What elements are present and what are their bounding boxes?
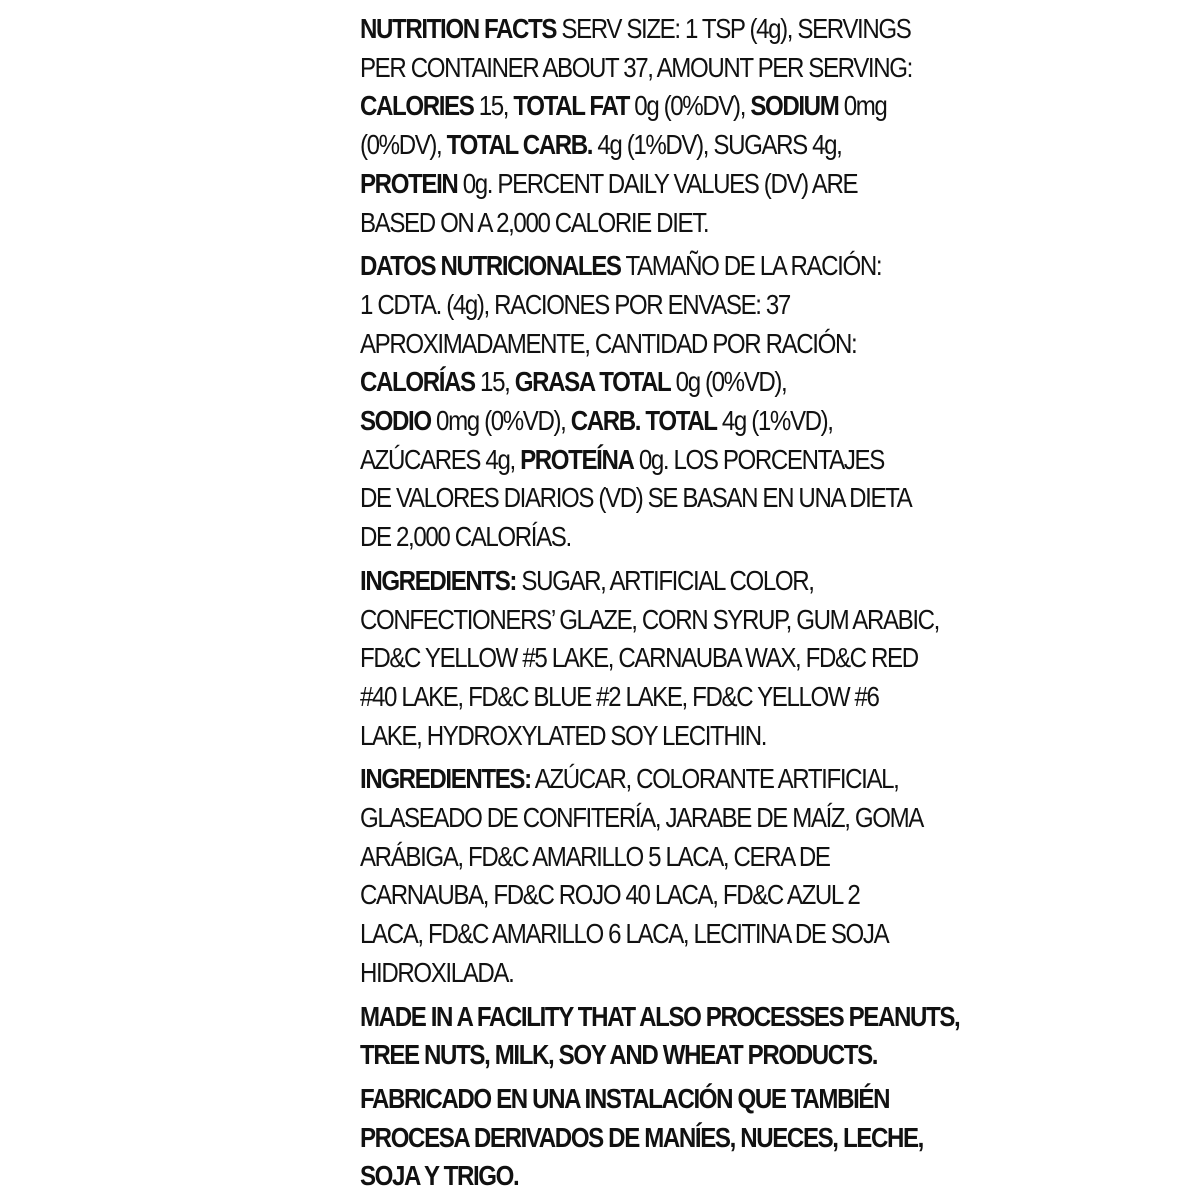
bold-text-segment: SODIO [360,405,431,437]
text-segment: DE VALORES DIARIOS (VD) SE BASAN EN UNA DIETA [360,482,912,514]
text-segment: APROXIMADAMENTE, CANTIDAD POR RACIÓN: [360,327,857,359]
text-line [360,760,899,799]
text-segment: 0g. PERCENT DAILY VALUES (DV) ARE [457,167,858,199]
text-segment: 15, [474,366,515,398]
text-segment: SERV SIZE: 1 TSP (4g), SERVINGS [556,13,911,44]
text-segment: ARÁBIGA, FD&C AMARILLO 5 LACA, CERA DE [360,840,830,872]
text-line [360,1080,890,1119]
text-segment: FD&C YELLOW #5 LAKE, CARNAUBA WAX, FD&C RED [360,642,918,674]
text-line [360,601,939,640]
bold-text-segment: TREE NUTS, MILK, SOY AND WHEAT PRODUCTS. [360,1039,878,1071]
text-line [360,479,912,518]
text-segment: AZÚCARES 4g, [360,443,521,475]
text-segment: CONFECTIONERS’ GLAZE, CORN SYRUP, GUM ARABIC, [360,603,939,635]
bold-text-segment: CALORÍAS [360,366,475,398]
text-line [360,286,890,325]
bold-text-segment: CARB. TOTAL [570,405,717,437]
text-line [360,126,890,165]
text-line [360,998,960,1037]
text-segment: 1 CDTA. (4g), RACIONES POR ENVASE: 37 [360,288,790,320]
text-line [360,717,890,756]
text-segment: HIDROXILADA. [360,956,514,988]
text-line [360,678,890,717]
text-line [360,325,890,364]
text-line [360,838,890,877]
text-segment: TAMAÑO DE LA RACIÓN: [620,250,882,282]
text-line [360,10,911,49]
allergen-statement-english [360,998,960,1075]
text-segment: GLASEADO DE CONFITERÍA, JARABE DE MAÍZ, GOMA [360,802,923,834]
bold-text-segment: GRASA TOTAL [514,366,671,398]
bold-text-segment: INGREDIENTES: [360,763,531,795]
bold-text-segment: MADE IN A FACILITY THAT ALSO PROCESSES PEANUTS, [360,1000,960,1032]
text-segment: SUGAR, ARTIFICIAL COLOR, [516,564,814,596]
text-line [360,402,890,441]
text-segment: 4g (1%VD), [716,405,833,437]
text-line [360,1119,923,1158]
bold-text-segment: PROTEÍNA [520,443,634,475]
text-segment: 0mg [838,90,887,122]
text-line [360,1157,890,1196]
text-line [360,441,890,480]
text-segment: 0g (0%VD), [670,366,787,398]
bold-text-segment: PROTEIN [360,167,458,199]
text-line [360,876,890,915]
text-line [360,518,890,557]
allergen-statement-spanish [360,1080,923,1196]
text-line [360,799,923,838]
text-segment: LAKE, HYDROXYLATED SOY LECITHIN. [360,719,767,751]
text-line [360,363,890,402]
text-line [360,165,890,204]
ingredients-spanish [360,760,923,992]
text-line [360,954,890,993]
bold-text-segment: INGREDIENTS: [360,564,517,596]
bold-text-segment: FABRICADO EN UNA INSTALACIÓN QUE TAMBIÉN [360,1082,890,1114]
text-line [360,87,890,126]
text-segment: 0g (0%DV), [628,90,751,122]
text-segment: LACA, FD&C AMARILLO 6 LACA, LECITINA DE SOJA [360,918,889,950]
bold-text-segment: NUTRITION FACTS [360,13,557,44]
text-segment: (0%DV), [360,129,447,161]
text-segment: 15, [473,90,514,122]
text-segment: PER CONTAINER ABOUT 37, AMOUNT PER SERVING: [360,51,912,83]
text-segment: CARNAUBA, FD&C ROJO 40 LACA, FD&C AZUL 2 [360,879,860,911]
bold-text-segment: DATOS NUTRICIONALES [360,250,621,282]
bold-text-segment: CALORIES [360,90,474,122]
text-segment: 0mg (0%VD), [430,405,571,437]
nutrition-label-panel [360,10,960,1201]
text-segment: BASED ON A 2,000 CALORIE DIET. [360,206,709,238]
bold-text-segment: SOJA Y TRIGO. [360,1160,519,1192]
bold-text-segment: TOTAL FAT [513,90,629,122]
text-segment: 4g (1%DV), SUGARS 4g, [592,129,842,161]
text-line [360,915,890,954]
text-line [360,562,890,601]
text-line [360,204,890,243]
text-line [360,49,912,88]
text-line [360,247,890,286]
text-segment: 0g. LOS PORCENTAJES [633,443,884,475]
bold-text-segment: TOTAL CARB. [446,129,593,161]
text-segment: #40 LAKE, FD&C BLUE #2 LAKE, FD&C YELLOW #6 [360,680,879,712]
text-segment: AZÚCAR, COLORANTE ARTIFICIAL, [530,763,899,795]
bold-text-segment: PROCESA DERIVADOS DE MANÍES, NUECES, LECHE, [360,1121,923,1153]
text-line [360,1036,890,1075]
nutrition-facts-english [360,10,912,242]
nutrition-facts-spanish [360,247,912,557]
bold-text-segment: SODIUM [750,90,839,122]
text-line [360,639,918,678]
text-segment: DE 2,000 CALORÍAS. [360,521,571,553]
ingredients-english [360,562,939,756]
